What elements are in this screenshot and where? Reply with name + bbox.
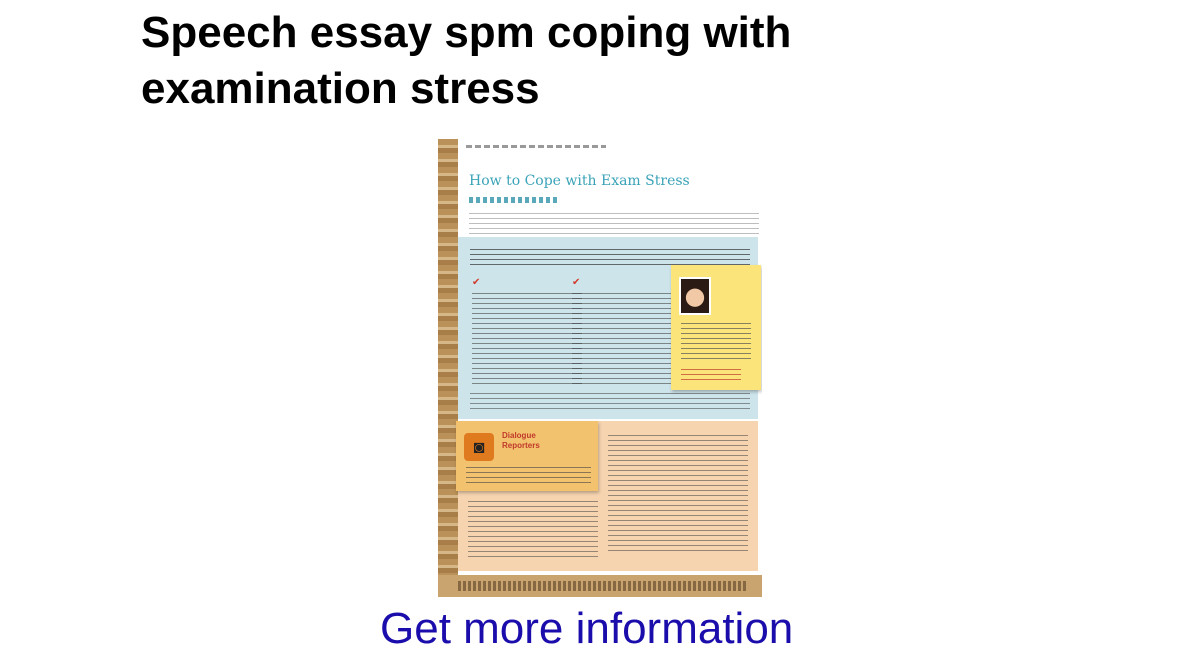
tips-column-text	[572, 293, 672, 387]
footer-text	[458, 581, 748, 591]
get-more-information-link[interactable]: Get more information	[380, 604, 794, 653]
reporters-text	[608, 435, 748, 555]
camera-icon: ◙	[464, 433, 494, 461]
note-credit	[681, 369, 741, 381]
book-edge	[438, 139, 458, 597]
intro-text	[469, 213, 759, 235]
note-text	[681, 323, 751, 363]
reporters-text	[468, 501, 598, 561]
tips-footer-text	[470, 393, 750, 411]
portrait-photo	[679, 277, 711, 315]
article-byline	[469, 197, 559, 203]
dialogue-reporters-label: Dialogue Reporters	[502, 431, 540, 450]
article-scan-image	[438, 139, 762, 597]
dialogue-reporters-card	[456, 421, 598, 491]
article-title: How to Cope with Exam Stress	[469, 173, 690, 189]
check-icon: ✔	[472, 277, 481, 288]
page-title: Speech essay spm coping with examination stress	[141, 8, 792, 113]
running-header	[466, 145, 606, 148]
check-icon: ✔	[572, 277, 581, 288]
card-text	[466, 467, 591, 485]
sticky-note	[671, 265, 761, 390]
tips-column-text	[472, 293, 582, 387]
page-footer-strip	[438, 575, 762, 597]
